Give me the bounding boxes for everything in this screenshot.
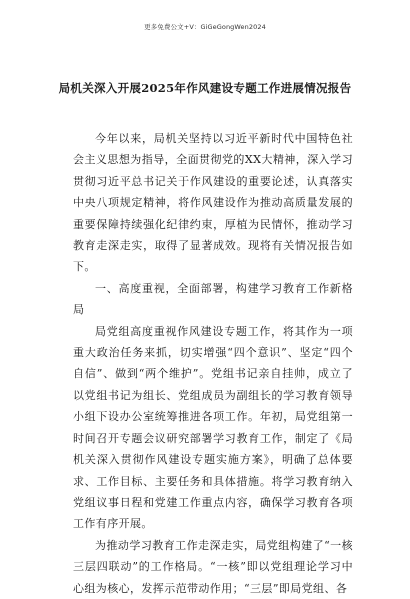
intro-paragraph: 今年以来，局机关坚持以习近平新时代中国特色社会主义思想为指导，全面贯彻党的XX大精神，深入学习贯彻习近平总书记关于作风建设的重要论述，认真落实中央八项规定精神，将作风建设作为推动高质量发展的重要保障持续强化纪律约束，厚植为民情怀，推动学习教育走深走实，取得了显著成效。现将有关情况报告如下。	[73, 132, 353, 274]
body-paragraph: 局党组高度重视作风建设专题工作，将其作为一项重大政治任务来抓，切实增强“四个意识”、坚定“四个自信”、做到“两个维护”。党组书记亲自挂帅，成立了以党组书记为组长、党组成员为副组长的学习教育领导小组下设办公室统筹推进各项工作。年初，局党组第一时间召开专题会议研究部署学习教育工作，制定了《局机关深入贯彻作风建设专题实施方案》，明确了总体要求、工作目标、主要任务和具体措施。将学习教育纳入党组议事日程和党建工作重点内容，确保学习教育各项工作有序开展。	[73, 324, 353, 531]
header-note: 更多免费公文+V：GiGeGongWen2024	[144, 23, 266, 31]
document-title: 局机关深入开展2025年作风建设专题工作进展情况报告	[58, 81, 352, 95]
body-paragraph: 为推动学习教育工作走深走实，局党组构建了“一核三层四联动”的工作格局。“一核”即以党组理论学习中心组为核心，发挥示范带动作用；“三层”即局党组、各	[73, 538, 353, 595]
document-body	[73, 128, 353, 599]
section-heading: 一、高度重视，全面部署，构建学习教育工作新格局	[73, 281, 353, 317]
